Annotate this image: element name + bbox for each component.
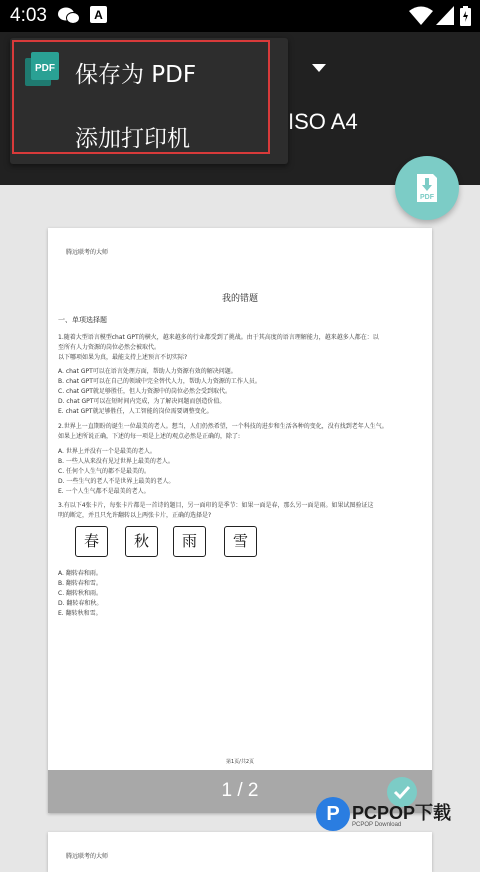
- menu-item-add-printer[interactable]: [10, 104, 288, 164]
- doc-option: D. 翻转春和秋。: [58, 600, 103, 607]
- doc-text-line: 以下哪项如果为真，最能支持上述预言不切实际?: [58, 354, 188, 361]
- pdf-icon: [25, 52, 59, 86]
- notification-a-icon: [90, 6, 107, 23]
- svg-text:PDF: PDF: [420, 194, 434, 201]
- doc-page-footer: 第1页/共2页: [225, 759, 255, 765]
- doc-text-line: 3.有以下4张卡片，每张卡片都是一首诗的题目，另一面印的是季节：如果一面是春，那么另一面是雨。如果试图验证这: [58, 502, 374, 509]
- document-page-preview[interactable]: [48, 228, 432, 813]
- download-pdf-icon: [395, 156, 459, 220]
- doc-option: A. chat GPT可以在语言处理方面，帮助人力资源有效的解决问题。: [58, 368, 237, 375]
- doc-option: A. 世界上并没有一个是最美的老人。: [58, 448, 156, 455]
- doc-text-line: 2.世界上一直期盼的诞生一位最美的老人。想当，人们仍然希望，一个科技的进步和生活各种的变化，没有找到老年人生气。: [58, 423, 388, 430]
- printer-menu: [10, 38, 288, 164]
- doc-text-line: 1.随着大型语言模型chat GPT的横火，越来越多的行业都受到了挑战。由于其高度的语言理解能力，越来越多人都在：以: [58, 334, 379, 341]
- watermark-sub: PCPOP Download: [352, 822, 402, 828]
- download-pdf-button[interactable]: [395, 156, 459, 220]
- printer-dropdown-arrow-icon[interactable]: [312, 64, 326, 72]
- card-char: 雪: [224, 526, 257, 557]
- doc-option: E. 翻转秋和雪。: [58, 610, 102, 617]
- doc-option: E. 一个人生气都不是最美的老人。: [58, 488, 150, 495]
- doc-option: D. 一些生气的老人不是世界上最美的老人。: [58, 478, 175, 485]
- status-bar: [0, 0, 480, 32]
- document-page-preview-next[interactable]: [48, 832, 432, 872]
- doc-title: 我的错题: [221, 294, 258, 304]
- battery-icon: [460, 6, 471, 26]
- doc-option: B. chat GPT可以在自己的领域中完全替代人力，帮助人力资源的工作人员。: [58, 378, 261, 385]
- signal-icon: [436, 6, 454, 26]
- pcpop-watermark-logo: [316, 797, 476, 837]
- status-time: 4:03: [10, 5, 47, 26]
- watermark-brand: PCPOP下载: [352, 803, 452, 823]
- card-char: 春: [75, 526, 108, 557]
- wifi-icon: [409, 6, 433, 26]
- doc-header: 腾远联考的大师: [66, 249, 109, 256]
- watermark-letter: P: [316, 797, 350, 831]
- menu-item-label: 保存为 PDF: [75, 62, 197, 88]
- doc-option: C. chat GPT就足够胜任，但人力资源中的岗位必然会受到取代。: [58, 388, 231, 395]
- doc-text-line: 至所有人力资源的岗位必然会被取代。: [58, 344, 161, 351]
- wechat-icon: [58, 6, 80, 26]
- doc-text-line: 明的断定，并且只允许翻转以上两张卡片，正确的选择是?: [58, 512, 212, 519]
- doc-section-heading: 一、单项选择题: [58, 316, 107, 324]
- card-char: 雨: [173, 526, 206, 557]
- menu-item-label: 添加打印机: [75, 126, 190, 152]
- doc-option: C. 任何个人生气的都不是最美的。: [58, 468, 151, 475]
- paper-size-label[interactable]: ISO A4: [288, 109, 358, 134]
- doc-option: D. chat GPT可以在短时间内完成，为了解决问题而创造价值。: [58, 398, 226, 405]
- doc-option: B. 翻转春和雪。: [58, 580, 102, 587]
- doc-option: B. 一些人从来没有见过世界上最美的老人。: [58, 458, 174, 465]
- menu-item-save-as-pdf[interactable]: [10, 40, 288, 100]
- doc-option: A. 翻转春和雨。: [58, 570, 102, 577]
- card-char: 秋: [125, 526, 158, 557]
- doc-header: 腾远联考的大师: [66, 853, 109, 860]
- doc-text-line: 如果上述所说正确，下述的每一项是上述的观点必然是正确的，除了:: [58, 433, 241, 440]
- page-indicator: 1 / 2: [221, 780, 259, 801]
- doc-option: E. chat GPT就足够胜任，人工智能的岗位需要调整变化。: [58, 408, 213, 415]
- svg-text:A: A: [94, 8, 103, 22]
- doc-option: C. 翻转秋和雨。: [58, 590, 103, 597]
- svg-text:PDF: PDF: [35, 63, 55, 74]
